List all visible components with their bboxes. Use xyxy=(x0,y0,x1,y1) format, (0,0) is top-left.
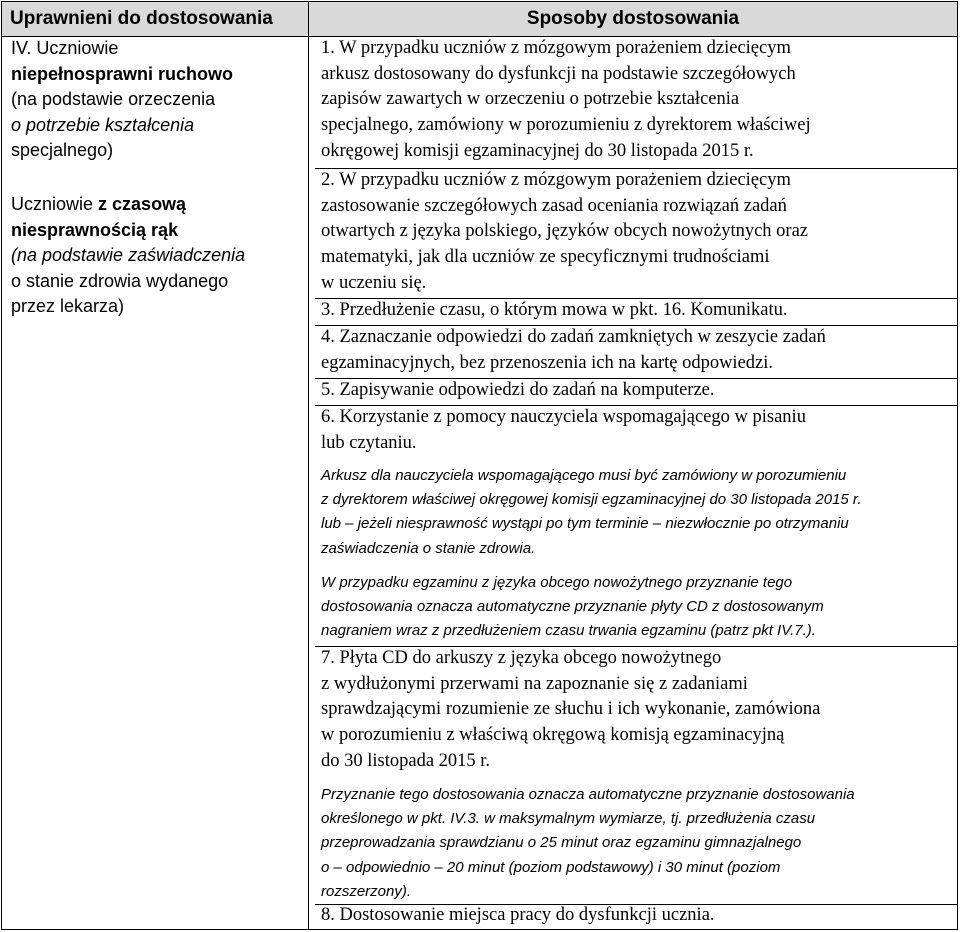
header-adaptations: Sposoby dostosowania xyxy=(526,8,740,29)
item-line: w uczeniu się. xyxy=(321,272,427,293)
adaptation-item-8 xyxy=(321,903,951,929)
item-line: okręgowej komisji egzaminacyjnej do 30 listopada 2015 r. xyxy=(321,140,754,161)
note-line: lub – jeżeli niesprawność wystąpi po tym terminie – niezwłocznie po otrzymaniu xyxy=(321,515,849,533)
entitled-line: niesprawnością rąk xyxy=(11,219,179,240)
item-line: w porozumieniu z właściwą okręgową komisją egzaminacyjną xyxy=(321,725,785,746)
entitled-line: o potrzebie kształcenia xyxy=(11,114,195,135)
item-line: do 30 listopada 2015 r. xyxy=(321,750,491,771)
note-line: W przypadku egzaminu z języka obcego nowożytnego przyznanie tego xyxy=(321,574,793,591)
entitled-line: specjalnego) xyxy=(11,140,114,160)
entitled-text-bold: z czasową xyxy=(98,194,187,214)
adaptation-item-5 xyxy=(321,378,951,404)
entitled-group-motor xyxy=(11,36,306,164)
note-cd-time xyxy=(321,783,951,904)
item-line: zapisów zawartych w orzeczeniu o potrzebie kształcenia xyxy=(321,89,740,110)
adaptation-item-2 xyxy=(321,168,951,297)
header-entitled: Uprawnieni do dostosowania xyxy=(10,8,273,29)
entitled-line: przez lekarza) xyxy=(11,296,125,316)
note-line: dostosowania oznacza automatyczne przyznanie płyty CD z dostosowanym xyxy=(321,598,824,616)
note-foreign-language xyxy=(321,571,951,644)
item-line: 8. Dostosowanie miejsca pracy do dysfunkcji ucznia. xyxy=(321,905,715,925)
adaptation-item-4 xyxy=(321,325,951,376)
note-line: zaświadczenia o stanie zdrowia. xyxy=(321,539,536,557)
note-line: przeprowadzania sprawdzianu o 25 minut oraz egzaminu gimnazjalnego xyxy=(321,834,802,852)
entitled-line xyxy=(11,192,306,218)
item-line: otwartych z języka polskiego, języków obcych nowożytnych oraz xyxy=(321,221,808,242)
entitled-line: o stanie zdrowia wydanego xyxy=(11,270,229,291)
adaptation-item-6 xyxy=(321,405,951,456)
item-line: 2. W przypadku uczniów z mózgowym porażeniem dziecięcym xyxy=(321,170,791,190)
entitled-line: niepełnosprawni ruchowo xyxy=(11,63,234,84)
item-line: sprawdzającymi rozumienie ze słuchu i ich wykonanie, zamówiona xyxy=(321,699,821,720)
item-line: z wydłużonymi przerwami na zapoznanie się z zadaniami xyxy=(321,673,748,694)
adaptation-item-3 xyxy=(321,298,951,324)
column-divider xyxy=(308,2,309,929)
adaptation-item-7 xyxy=(321,646,951,775)
item-line: specjalnego, zamówiony w porozumieniu z dyrektorem właściwej xyxy=(321,115,811,136)
note-assistant-sheet xyxy=(321,464,951,561)
note-line: określonego w pkt. IV.3. w maksymalnym wymiarze, tj. przedłużenia czasu xyxy=(321,810,816,828)
adaptation-item-1 xyxy=(321,36,951,165)
table-header-row xyxy=(2,2,957,37)
item-line: arkusz dostosowany do dysfunkcji na podstawie szczegółowych xyxy=(321,63,796,84)
adaptations-table xyxy=(1,1,958,930)
entitled-line: (na podstawie orzeczenia xyxy=(11,89,216,109)
note-line: rozszerzony). xyxy=(321,882,412,900)
entitled-group-hands xyxy=(11,192,306,320)
entitled-line: (na podstawie zaświadczenia xyxy=(11,245,246,265)
item-line: 4. Zaznaczanie odpowiedzi do zadań zamkniętych w zeszycie zadań xyxy=(321,327,826,347)
item-line: lub czytaniu. xyxy=(321,432,417,453)
note-line: nagraniem wraz z przedłużeniem czasu trwania egzaminu (patrz pkt IV.7.). xyxy=(321,622,816,640)
note-line: Przyznanie tego dostosowania oznacza automatyczne przyznanie dostosowania xyxy=(321,786,855,803)
note-line: o – odpowiednio – 20 minut (poziom podstawowy) i 30 minut (poziom xyxy=(321,858,781,876)
item-line: 7. Płyta CD do arkuszy z języka obcego nowożytnego xyxy=(321,648,722,668)
item-line: 3. Przedłużenie czasu, o którym mowa w pkt. 16. Komunikatu. xyxy=(321,300,788,320)
item-line: egzaminacyjnych, bez przenoszenia ich na kartę odpowiedzi. xyxy=(321,352,774,373)
item-line: 6. Korzystanie z pomocy nauczyciela wspomagającego w pisaniu xyxy=(321,407,806,427)
item-line: 5. Zapisywanie odpowiedzi do zadań na komputerze. xyxy=(321,380,715,400)
entitled-text: Uczniowie xyxy=(11,194,99,214)
note-line: z dyrektorem właściwej okręgowej komisji egzaminacyjnej do 30 listopada 2015 r. xyxy=(321,491,862,509)
item-line: matematyki, jak dla uczniów ze specyficznymi trudnościami xyxy=(321,247,770,268)
item-line: zastosowanie szczegółowych zasad oceniania rozwiązań zadań xyxy=(321,195,787,216)
entitled-line: IV. Uczniowie xyxy=(11,38,119,58)
item-line: 1. W przypadku uczniów z mózgowym porażeniem dziecięcym xyxy=(321,38,791,58)
note-line: Arkusz dla nauczyciela wspomagającego musi być zamówiony w porozumieniu xyxy=(321,467,847,484)
